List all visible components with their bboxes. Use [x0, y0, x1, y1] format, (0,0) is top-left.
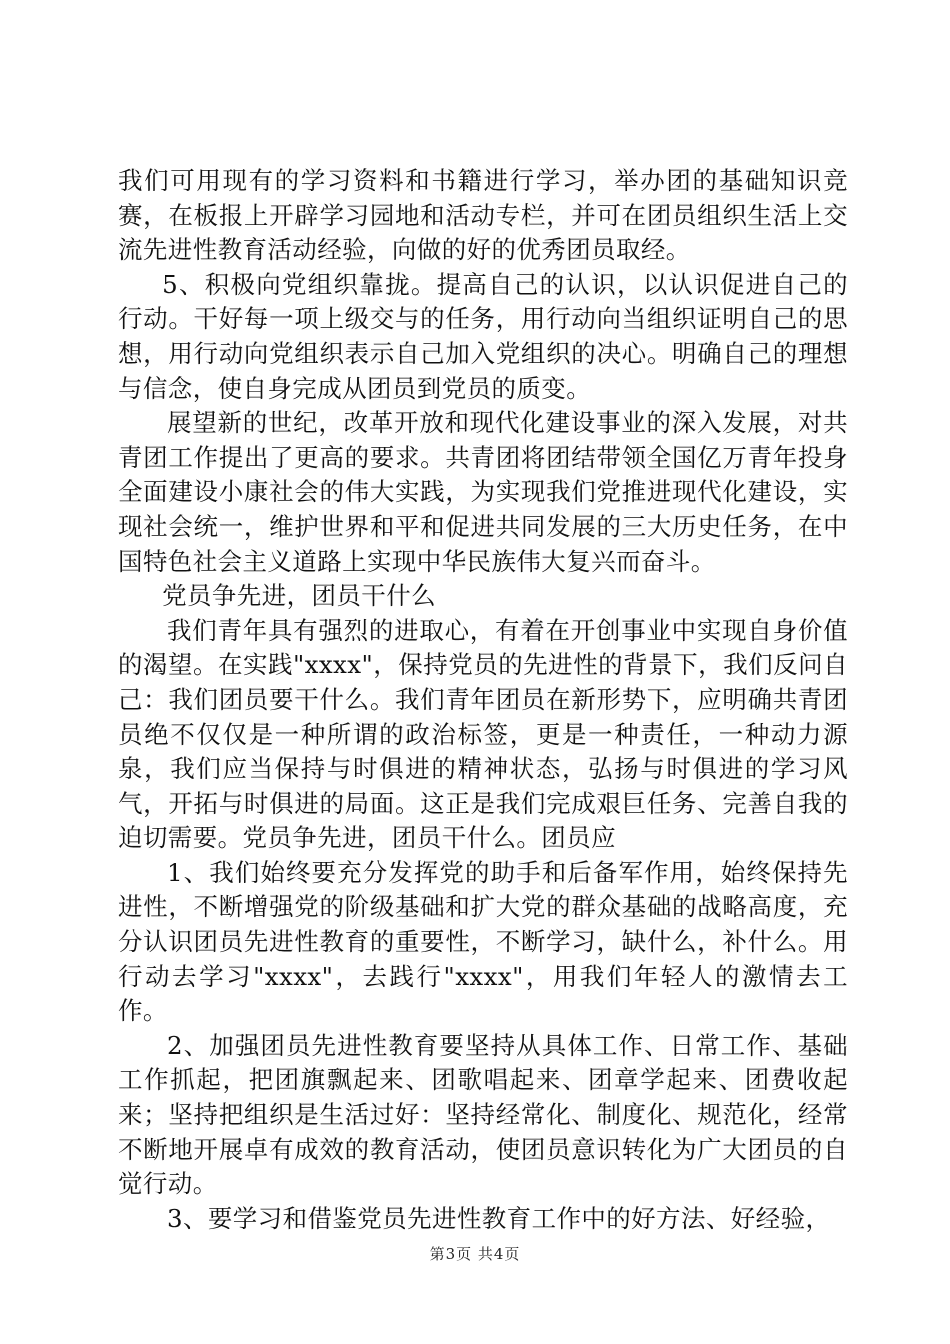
paragraph-continuation: 我们可用现有的学习资料和书籍进行学习，举办团的基础知识竞赛，在板报上开辟学习园地和活动专栏，并可在团员组织生活上交流先进性教育活动经验，向做的好的优秀团员取经。 [118, 166, 848, 265]
paragraph-item-3: 3、要学习和借鉴党员先进性教育工作中的好方法、好经验， [167, 1203, 831, 1233]
section-heading: 党员争先进，团员干什么 [162, 581, 436, 611]
paragraph-intro: 我们青年具有强烈的进取心，有着在开创事业中实现自身价值的渴望。在实践"xxxx"，保持党员的先进性的背景下，我们反问自己：我们团员要干什么。我们青年团员在新形势下，应明确共青团员绝不仅仅是一种所谓的政治标签，更是一种责任，一种动力源泉，我们应当保持与时俱进的精神状态，弘扬与时俱进的学习风气，开拓与时俱进的局面。这正是我们完成艰巨任务、完善自我的迫切需要。党员争先进，团员干什么。团员应 [118, 615, 848, 853]
paragraph-item-1: 1、我们始终要充分发挥党的助手和后备军作用，始终保持先进性，不断增强党的阶级基础和扩大党的群众基础的战略高度，充分认识团员先进性教育的重要性，不断学习，缺什么，补什么。用行动去学习"xxxx"，去践行"xxxx"，用我们年轻人的激情去工作。 [118, 857, 848, 1026]
document-body [118, 164, 848, 1236]
paragraph-item-2: 2、加强团员先进性教育要坚持从具体工作、日常工作、基础工作抓起，把团旗飘起来、团歌唱起来、团章学起来、团费收起来；坚持把组织是生活过好：坚持经常化、制度化、规范化，经常不断地开展卓有成效的教育活动，使团员意识转化为广大团员的自觉行动。 [118, 1030, 848, 1199]
paragraph-outlook: 展望新的世纪，改革开放和现代化建设事业的深入发展，对共青团工作提出了更高的要求。共青团将团结带领全国亿万青年投身全面建设小康社会的伟大实践，为实现我们党推进现代化建设，实现社会统一，维护世界和平和促进共同发展的三大历史任务，在中国特色社会主义道路上实现中华民族伟大复兴而奋斗。 [118, 408, 848, 576]
paragraph-item-5: 5、积极向党组织靠拢。提高自己的认识，以认识促进自己的行动。干好每一项上级交与的任务，用行动向当组织证明自己的思想，用行动向党组织表示自己加入党组织的决心。明确自己的理想与信念，使自身完成从团员到党员的质变。 [118, 269, 848, 403]
page-number-footer: 第3页 共4页 [429, 1245, 521, 1263]
